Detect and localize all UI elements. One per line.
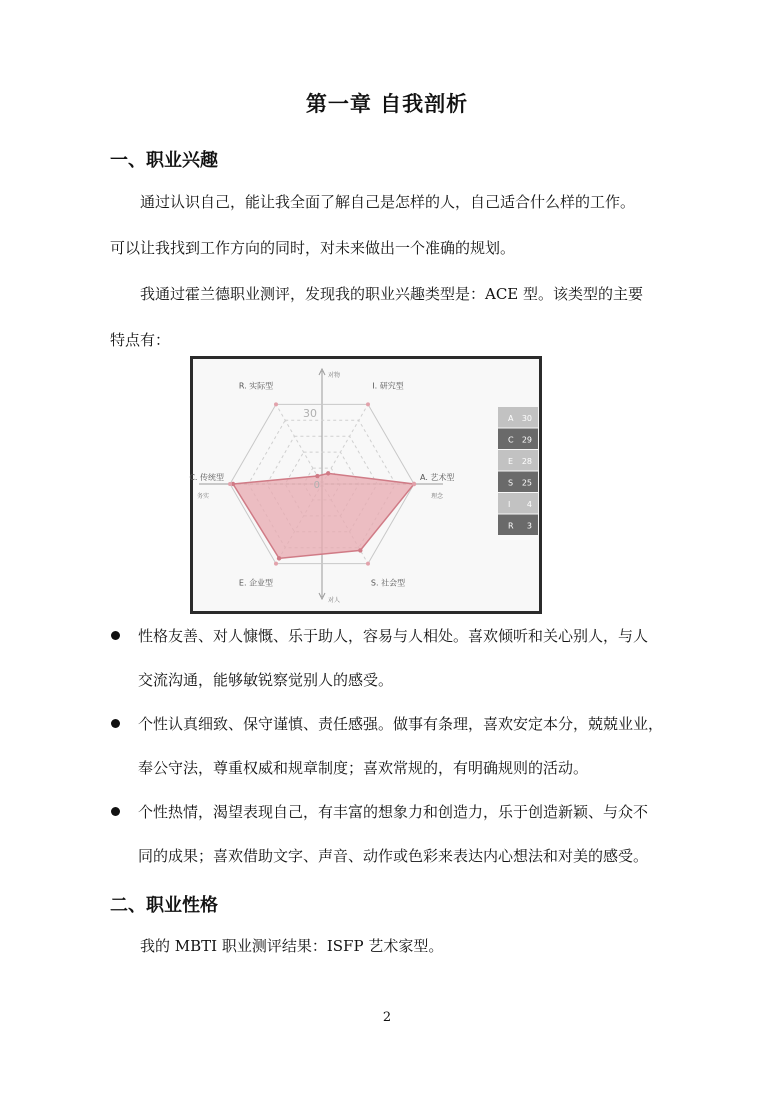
radar-axis-label: E. 企业型 xyxy=(238,578,274,588)
radar-axis-label: C. 传统型 xyxy=(189,473,224,482)
radar-vertex-dot xyxy=(366,402,370,406)
radar-data-point xyxy=(277,556,281,560)
holland-radar-chart xyxy=(190,356,542,614)
trait-line1: 个性热情，渴望表现自己，有丰富的想象力和创造力，乐于创造新颖、与众不 xyxy=(138,803,649,821)
para1-line1: 通过认识自己，能让我全面了解自己是怎样的人，自己适合什么样的工作。 xyxy=(140,193,636,211)
radar-axis-label: S. 社会型 xyxy=(370,578,406,588)
legend-swatch xyxy=(498,429,538,450)
mbti-result: 我的 MBTI 职业测评结果：ISFP 艺术家型。 xyxy=(140,937,444,955)
section-heading-career-personality: 二、职业性格 xyxy=(110,895,218,916)
para1-line2: 可以让我找到工作方向的同时，对未来做出一个准确的规划。 xyxy=(110,239,516,257)
chapter-title: 第一章 自我剖析 xyxy=(305,92,469,116)
legend-value: 30 xyxy=(521,414,532,423)
radar-vertex-dot xyxy=(274,562,278,566)
trait-item xyxy=(110,702,666,790)
radar-vertex-dot xyxy=(274,402,278,406)
legend-code: S xyxy=(508,478,514,488)
radar-scale-max-label: 30 xyxy=(303,407,317,420)
trait-line2: 交流沟通，能够敏锐察觉别人的感受。 xyxy=(138,671,394,689)
legend-value: 25 xyxy=(521,478,532,488)
trait-line2: 同的成果；喜欢借助文字、声音、动作或色彩来表达内心想法和对美的感受。 xyxy=(138,847,649,865)
radar-data-point xyxy=(326,471,330,475)
trait-list xyxy=(110,614,666,878)
trait-item xyxy=(110,790,666,878)
intro-paragraph xyxy=(110,179,666,363)
para2-line2: 特点有： xyxy=(110,331,171,349)
radar-vertex-dot xyxy=(412,482,416,486)
radar-axis-label: R. 实际型 xyxy=(238,381,274,391)
legend-swatch xyxy=(498,515,538,536)
axis-label-bottom: 对人 xyxy=(328,597,341,604)
trait-item xyxy=(110,614,666,702)
radar-axis-label: A. 艺术型 xyxy=(420,473,455,482)
legend-swatch xyxy=(498,450,538,471)
bullet-dot-icon xyxy=(111,807,120,816)
legend-value: 28 xyxy=(521,457,532,466)
axis-label-right: 理念 xyxy=(431,493,444,500)
radar-vertex-dot xyxy=(228,482,232,486)
legend-value: 29 xyxy=(521,435,532,445)
legend-swatch xyxy=(498,472,538,493)
page-number: 2 xyxy=(382,1010,392,1025)
legend-swatch xyxy=(498,493,538,514)
legend-code: A xyxy=(508,414,514,423)
legend-value: 3 xyxy=(526,521,532,531)
radar-data-area xyxy=(233,473,414,558)
axis-label-top: 对物 xyxy=(328,372,341,379)
radar-scale-min-label: 0 xyxy=(313,480,320,491)
trait-line1: 性格友善、对人慷慨、乐于助人，容易与人相处。喜欢倾听和关心别人，与人 xyxy=(138,627,649,645)
legend-code: R xyxy=(508,521,514,531)
radar-data-point xyxy=(315,474,319,478)
axis-label-left: 务实 xyxy=(197,493,210,500)
radar-data-point xyxy=(358,548,362,552)
para2-line1: 我通过霍兰德职业测评，发现我的职业兴趣类型是：ACE 型。该类型的主要 xyxy=(140,285,644,303)
radar-axis-label: I. 研究型 xyxy=(372,381,404,391)
radar-svg xyxy=(189,359,539,611)
legend-code: E xyxy=(508,457,514,466)
bullet-dot-icon xyxy=(111,631,120,640)
section-heading-career-interest: 一、职业兴趣 xyxy=(110,150,218,171)
trait-line2: 奉公守法，尊重权威和规章制度；喜欢常规的，有明确规则的活动。 xyxy=(138,759,589,777)
legend-swatch xyxy=(498,407,538,428)
legend-value: 4 xyxy=(526,500,532,509)
legend-code: I xyxy=(508,500,511,509)
legend-code: C xyxy=(508,435,514,445)
mbti-paragraph xyxy=(110,923,666,969)
trait-line1: 个性认真细致、保守谨慎、责任感强。做事有条理，喜欢安定本分，兢兢业业， xyxy=(138,715,664,733)
bullet-dot-icon xyxy=(111,719,120,728)
radar-vertex-dot xyxy=(366,562,370,566)
